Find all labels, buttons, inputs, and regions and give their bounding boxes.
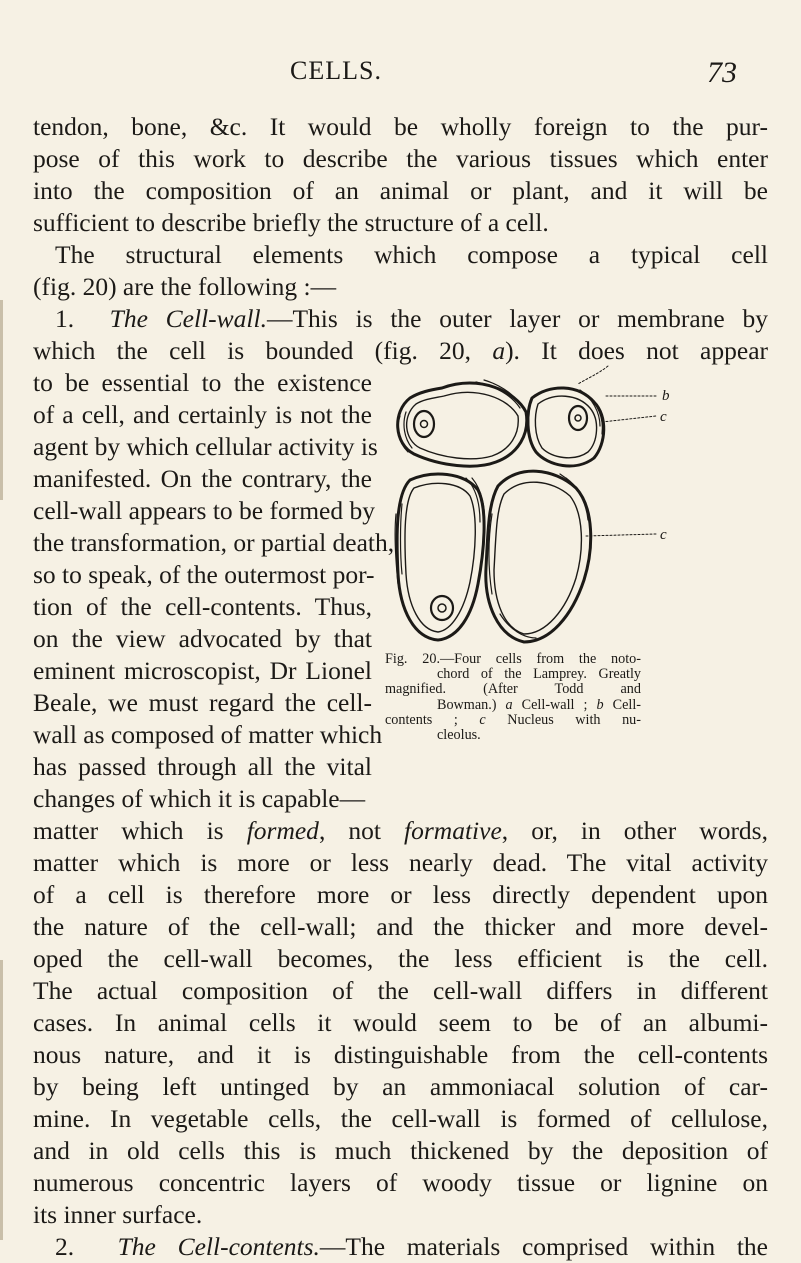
text-line: into the composition of an animal or plant, and it will be <box>33 176 768 205</box>
running-head: CELLS. <box>290 56 382 85</box>
label-b: b <box>662 388 670 404</box>
text-line: changes of which it is capable— <box>33 784 366 813</box>
page-edge-shadow <box>0 300 3 500</box>
text-line: Beale, we must regard the cell- <box>33 688 372 717</box>
text-line: matter which is more or less nearly dead. The vital activity <box>33 848 768 877</box>
page-edge-shadow <box>0 960 3 1240</box>
leader-line-c1 <box>602 416 656 422</box>
text-run: which the cell is bounded (fig. 20, <box>33 336 493 365</box>
caption-line: Fig. 20.—Four cells from the noto- <box>385 651 641 667</box>
page-header <box>0 56 801 96</box>
item-1-heading <box>55 303 768 335</box>
page-number: 73 <box>707 56 737 89</box>
cell-contents-bottom-left <box>405 483 475 632</box>
text-line: cell-wall appears to be formed by <box>33 496 375 525</box>
text-line: pose of this work to describe the various tissues which enter <box>33 144 768 173</box>
text-run: , or, in other words, <box>501 816 768 845</box>
text-line: sufficient to describe briefly the structure of a cell. <box>33 208 549 237</box>
nucleolus <box>438 604 446 612</box>
text-line: wall as composed of matter which <box>33 720 383 749</box>
text-line: the nature of the cell-wall; and the thicker and more devel- <box>33 912 768 941</box>
caption-ref: b <box>596 696 604 713</box>
nucleus <box>414 411 434 437</box>
text-line: has passed through all the vital <box>33 752 372 781</box>
text-run: ). It does not appear <box>505 336 768 365</box>
nucleus <box>569 406 587 430</box>
label-a <box>607 354 615 356</box>
text-line: cases. In animal cells it would seem to be of an albumi- <box>33 1008 768 1037</box>
text-line: eminent microscopist, Dr Lionel <box>33 656 372 685</box>
text-line: nous nature, and it is distinguishable from the cell-contents <box>33 1040 768 1069</box>
item-title: The Cell-contents. <box>117 1232 320 1261</box>
caption-ref: a <box>505 696 513 713</box>
text-run: Bowman.) <box>437 696 506 713</box>
item-2-heading <box>55 1231 768 1263</box>
nucleolus <box>421 421 428 428</box>
figure-ref: a <box>492 336 506 365</box>
caption-line: cleolus. <box>437 727 481 744</box>
leader-line-c2 <box>586 534 656 536</box>
figure-20 <box>380 354 680 654</box>
text-run: Nucleus with nu- <box>485 711 641 728</box>
caption-ref: c <box>479 711 486 728</box>
label-c: c <box>660 409 667 425</box>
text-run: Cell-wall ; <box>512 696 597 713</box>
text-line: tendon, bone, &c. It would be wholly foreign to the pur- <box>33 112 768 141</box>
text-line: by being left untinged by an ammoniacal solution of car- <box>33 1072 768 1101</box>
nucleolus <box>575 415 581 421</box>
text-line: of a cell, and certainly is not the <box>33 400 372 429</box>
text-line: mine. In vegetable cells, the cell-wall is formed of cellulose, <box>33 1104 768 1133</box>
cell-contents-top-left <box>407 392 519 458</box>
caption-line <box>385 713 641 728</box>
text-line: (fig. 20) are the following :— <box>33 272 337 301</box>
text-line: numerous concentric layers of woody tissue or lignine on <box>33 1168 768 1197</box>
nucleus <box>431 596 453 620</box>
emphasis: formative <box>404 816 502 845</box>
text-line: its inner surface. <box>33 1200 203 1229</box>
item-title: The Cell-wall. <box>109 304 267 333</box>
text-line: tion of the cell-contents. Thus, <box>33 592 372 621</box>
text-line: on the view advocated by that <box>33 624 372 653</box>
text-run: —The materials comprised within the <box>319 1232 768 1261</box>
text-line: and in old cells this is much thickened by the deposition of <box>33 1136 768 1165</box>
caption-line: chord of the Lamprey. Greatly <box>437 666 641 683</box>
text-line: The structural elements which compose a typical cell <box>55 240 768 269</box>
text-line: of a cell is therefore more or less directly dependent upon <box>33 880 768 909</box>
text-line: manifested. On the contrary, the <box>33 464 372 493</box>
text-run: contents ; <box>385 711 480 728</box>
emphasis: formed <box>246 816 319 845</box>
text-run: , not <box>318 816 405 845</box>
text-line: agent by which cellular activity is <box>33 432 378 461</box>
text-run: Cell- <box>603 696 641 713</box>
label-c: c <box>660 527 667 543</box>
text-line: The actual composition of the cell-wall differs in different <box>33 976 768 1005</box>
item-number: 1. <box>55 304 75 333</box>
cell-contents-top-right <box>535 396 596 458</box>
caption-line <box>385 698 641 713</box>
item-number: 2. <box>55 1232 75 1261</box>
caption-line: magnified. (After Todd and <box>385 681 641 698</box>
figure-caption <box>385 652 641 743</box>
text-line: so to speak, of the outermost por- <box>33 560 375 589</box>
leader-line-a <box>578 366 608 384</box>
cell-illustration <box>380 354 680 654</box>
text-run: —This is the outer layer or membrane by <box>266 304 769 333</box>
text-line: to be essential to the existence <box>33 368 372 397</box>
text-line: oped the cell-wall becomes, the less efficient is the cell. <box>33 944 768 973</box>
text-line <box>33 815 768 847</box>
text-run: matter which is <box>33 816 247 845</box>
text-line: the transformation, or partial death, <box>33 528 395 557</box>
